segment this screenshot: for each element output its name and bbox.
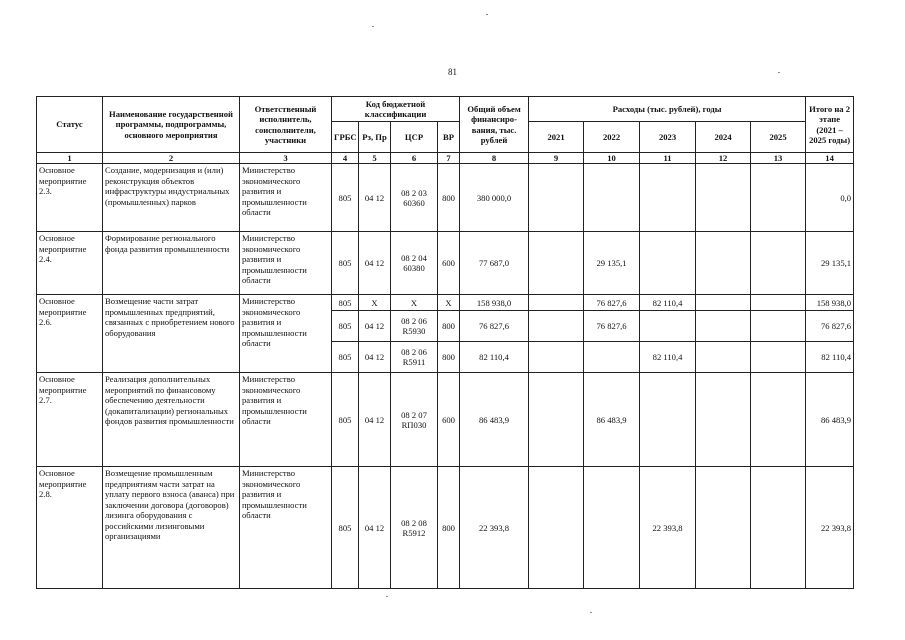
cell-rz-pr: 04 12 (359, 311, 391, 342)
cell-2023: 82 110,4 (640, 295, 696, 311)
cell-2021 (529, 373, 584, 467)
row-status: Основное мероприятие 2.4. (37, 232, 103, 295)
cell-vr: X (438, 295, 460, 311)
column-number: 4 (332, 153, 359, 164)
column-number: 10 (584, 153, 640, 164)
cell-total: 22 393,8 (460, 467, 529, 589)
cell-vr: 600 (438, 373, 460, 467)
cell-vr: 800 (438, 342, 460, 373)
cell-rz-pr: 04 12 (359, 232, 391, 295)
column-number: 12 (696, 153, 751, 164)
cell-vr: 800 (438, 467, 460, 589)
row-status: Основное мероприятие 2.3. (37, 164, 103, 232)
column-number: 8 (460, 153, 529, 164)
table-row (37, 164, 854, 232)
cell-itogo: 158 938,0 (806, 295, 854, 311)
header-rz-pr: Рз, Пр (359, 122, 391, 153)
row-name: Реализация дополнительных мероприятий по финансовому обеспечению деятельности (докапитализации) региональных фондов развития промышленности (103, 373, 240, 467)
cell-csr: 08 2 04 60380 (391, 232, 438, 295)
cell-2025 (751, 373, 806, 467)
row-status: Основное мероприятие 2.7. (37, 373, 103, 467)
row-name: Формирование регионального фонда развития промышленности (103, 232, 240, 295)
cell-2025 (751, 467, 806, 589)
cell-itogo: 76 827,6 (806, 311, 854, 342)
table-row (37, 467, 854, 589)
cell-2025 (751, 342, 806, 373)
budget-table (36, 96, 854, 589)
header-budget-code: Код бюджетной классификации (332, 97, 460, 122)
cell-2021 (529, 295, 584, 311)
cell-2021 (529, 342, 584, 373)
cell-2024 (696, 467, 751, 589)
cell-rz-pr: 04 12 (359, 373, 391, 467)
column-number: 7 (438, 153, 460, 164)
cell-csr: 08 2 07 RП030 (391, 373, 438, 467)
header-grbs: ГРБС (332, 122, 359, 153)
cell-itogo: 0,0 (806, 164, 854, 232)
header-expenses: Расходы (тыс. рублей), годы (529, 97, 806, 122)
cell-2023 (640, 164, 696, 232)
column-number: 3 (240, 153, 332, 164)
cell-2025 (751, 232, 806, 295)
cell-rz-pr: X (359, 295, 391, 311)
cell-2024 (696, 295, 751, 311)
row-executor: Министерство экономического развития и промышленности области (240, 164, 332, 232)
page-number: 81 (448, 67, 457, 77)
cell-csr: 08 2 06 R5930 (391, 311, 438, 342)
row-status: Основное мероприятие 2.6. (37, 295, 103, 373)
cell-vr: 600 (438, 232, 460, 295)
header-itogo: Итого на 2 этапе (2021 – 2025 годы) (806, 97, 854, 153)
header-year-2024: 2024 (696, 122, 751, 153)
row-executor: Министерство экономического развития и промышленности области (240, 467, 332, 589)
cell-itogo: 22 393,8 (806, 467, 854, 589)
column-number: 13 (751, 153, 806, 164)
header-year-2025: 2025 (751, 122, 806, 153)
header-year-2022: 2022 (584, 122, 640, 153)
cell-2025 (751, 311, 806, 342)
cell-2022: 76 827,6 (584, 295, 640, 311)
cell-csr: 08 2 08 R5912 (391, 467, 438, 589)
cell-2022 (584, 164, 640, 232)
header-csr: ЦСР (391, 122, 438, 153)
cell-2022: 29 135,1 (584, 232, 640, 295)
column-number: 9 (529, 153, 584, 164)
scan-speck (778, 72, 780, 73)
scan-speck (386, 596, 388, 597)
row-status: Основное мероприятие 2.8. (37, 467, 103, 589)
cell-2024 (696, 232, 751, 295)
cell-total: 77 687,0 (460, 232, 529, 295)
row-executor: Министерство экономического развития и промышленности области (240, 373, 332, 467)
cell-2024 (696, 373, 751, 467)
column-number: 1 (37, 153, 103, 164)
cell-2021 (529, 467, 584, 589)
table-row (37, 295, 854, 311)
column-number: 14 (806, 153, 854, 164)
cell-total: 82 110,4 (460, 342, 529, 373)
cell-2022 (584, 467, 640, 589)
cell-2021 (529, 311, 584, 342)
cell-csr: X (391, 295, 438, 311)
header-executor: Ответственный исполнитель, соисполнители, участники (240, 97, 332, 153)
cell-2022: 76 827,6 (584, 311, 640, 342)
cell-grbs: 805 (332, 373, 359, 467)
cell-rz-pr: 04 12 (359, 342, 391, 373)
cell-grbs: 805 (332, 295, 359, 311)
row-name: Создание, модернизация и (или) реконструкция объектов инфраструктуры индустриальных (промышленных) парков (103, 164, 240, 232)
row-name: Возмещение части затрат промышленных предприятий, связанных с приобретением нового оборудования (103, 295, 240, 373)
cell-2023 (640, 373, 696, 467)
cell-2022: 86 483,9 (584, 373, 640, 467)
scan-speck (486, 14, 488, 15)
cell-2023 (640, 232, 696, 295)
cell-2024 (696, 342, 751, 373)
header-year-2023: 2023 (640, 122, 696, 153)
cell-grbs: 805 (332, 232, 359, 295)
cell-rz-pr: 04 12 (359, 164, 391, 232)
cell-2021 (529, 164, 584, 232)
cell-2022 (584, 342, 640, 373)
column-number: 11 (640, 153, 696, 164)
cell-total: 158 938,0 (460, 295, 529, 311)
cell-2025 (751, 164, 806, 232)
cell-2024 (696, 311, 751, 342)
table-row (37, 373, 854, 467)
cell-2021 (529, 232, 584, 295)
column-number: 2 (103, 153, 240, 164)
column-number: 6 (391, 153, 438, 164)
cell-2025 (751, 295, 806, 311)
cell-2023: 82 110,4 (640, 342, 696, 373)
header-year-2021: 2021 (529, 122, 584, 153)
cell-itogo: 82 110,4 (806, 342, 854, 373)
header-program-name: Наименование государственной программы, подпрограммы, основного мероприятия (103, 97, 240, 153)
cell-itogo: 29 135,1 (806, 232, 854, 295)
cell-2024 (696, 164, 751, 232)
scan-speck (590, 612, 592, 613)
cell-grbs: 805 (332, 342, 359, 373)
cell-2023: 22 393,8 (640, 467, 696, 589)
cell-total: 76 827,6 (460, 311, 529, 342)
cell-grbs: 805 (332, 467, 359, 589)
cell-total: 86 483,9 (460, 373, 529, 467)
cell-grbs: 805 (332, 164, 359, 232)
header-vr: ВР (438, 122, 460, 153)
cell-total: 380 000,0 (460, 164, 529, 232)
cell-csr: 08 2 03 60360 (391, 164, 438, 232)
cell-itogo: 86 483,9 (806, 373, 854, 467)
header-status: Статус (37, 97, 103, 153)
cell-grbs: 805 (332, 311, 359, 342)
row-executor: Министерство экономического развития и промышленности области (240, 232, 332, 295)
cell-2023 (640, 311, 696, 342)
row-name: Возмещение промышленным предприятиям части затрат на уплату первого взноса (аванса) при заключении договора (договоров) лизинга оборудования с российскими лизинговыми организациями (103, 467, 240, 589)
cell-vr: 800 (438, 164, 460, 232)
row-executor: Министерство экономического развития и промышленности области (240, 295, 332, 373)
table-row (37, 232, 854, 295)
cell-csr: 08 2 06 R5911 (391, 342, 438, 373)
cell-vr: 800 (438, 311, 460, 342)
column-number: 5 (359, 153, 391, 164)
header-total-funding: Общий объем финансиро-вания, тыс. рублей (460, 97, 529, 153)
scan-speck (372, 26, 374, 27)
cell-rz-pr: 04 12 (359, 467, 391, 589)
